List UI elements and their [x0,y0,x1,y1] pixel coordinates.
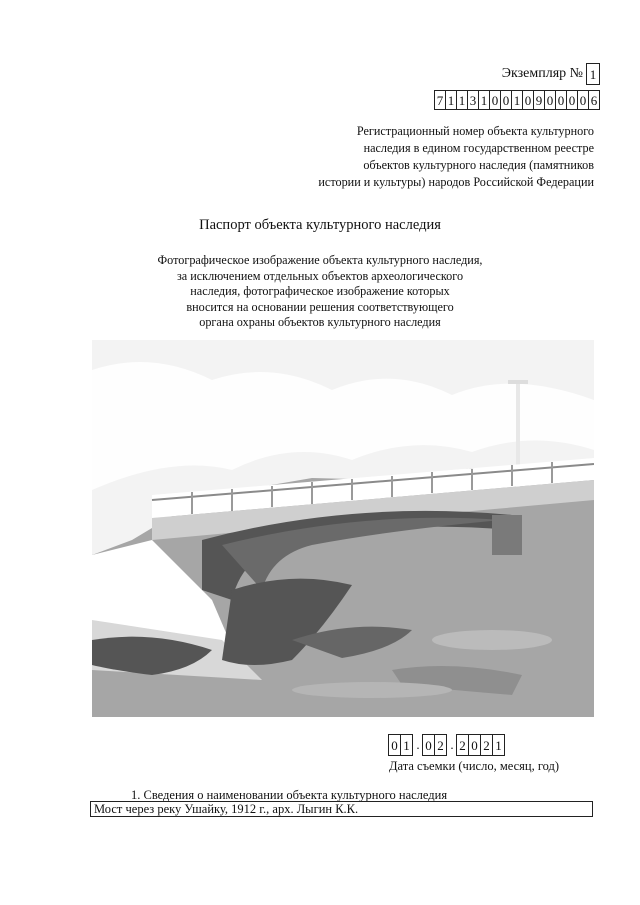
photo-caption-line: Фотографическое изображение объекта культурного наследия, [157,253,483,267]
photo-caption-line: наследия, фотографическое изображение которых [190,284,450,298]
reg-digit: 0 [544,90,556,110]
registration-caption-line: объектов культурного наследия (памятников [363,158,594,172]
reg-digit: 0 [555,90,567,110]
photo-caption-line: за исключением отдельных объектов археологического [176,268,464,283]
registration-caption [234,123,594,191]
section1-title: 1. Сведения о наименовании объекта культурного наследия [131,788,448,802]
photo-caption [0,253,640,331]
reg-digit: 0 [489,90,501,110]
reg-digit: 0 [522,90,534,110]
registration-caption-line: наследия в едином государственном реестре [363,141,594,155]
date-year-digit: 2 [480,734,493,756]
shoot-date [389,734,505,756]
date-separator: . [450,737,454,752]
photo-caption-line: вносится на основании решения соответствующего [186,299,454,314]
reg-digit: 3 [467,90,479,110]
date-day-digit: 1 [400,734,413,756]
bridge-photo [92,340,594,717]
date-year-digit: 1 [492,734,505,756]
registration-caption-line: Регистрационный номер объекта культурного [356,124,594,138]
reg-digit: 6 [588,90,600,110]
date-month-digit: 0 [422,734,435,756]
date-day-digit: 0 [388,734,401,756]
reg-digit: 1 [456,90,468,110]
date-year-digit: 2 [456,734,469,756]
bridge-photo-image [92,340,594,717]
photo-caption-line: органа охраны объектов культурного наследия [199,315,441,329]
passport-title: Паспорт объекта культурного наследия [199,217,441,233]
reg-digit: 7 [434,90,446,110]
object-name-field: Мост через реку Ушайку, 1912 г., арх. Лыгин К.К. [90,801,593,817]
copy-number-box: 1 [586,63,600,85]
shoot-date-caption: Дата съемки (число, месяц, год) [389,759,560,773]
reg-digit: 0 [500,90,512,110]
reg-digit: 9 [533,90,545,110]
reg-digit: 1 [445,90,457,110]
registration-caption-line: истории и культуры) народов Российской Федерации [318,175,594,189]
reg-digit: 0 [577,90,589,110]
date-separator: . [416,737,420,752]
registration-number [435,90,600,110]
date-month-digit: 2 [434,734,447,756]
copy-number-label: Экземпляр № [501,66,583,81]
copy-number-line [502,62,600,86]
date-year-digit: 0 [468,734,481,756]
reg-digit: 1 [478,90,490,110]
reg-digit: 1 [511,90,523,110]
reg-digit: 0 [566,90,578,110]
